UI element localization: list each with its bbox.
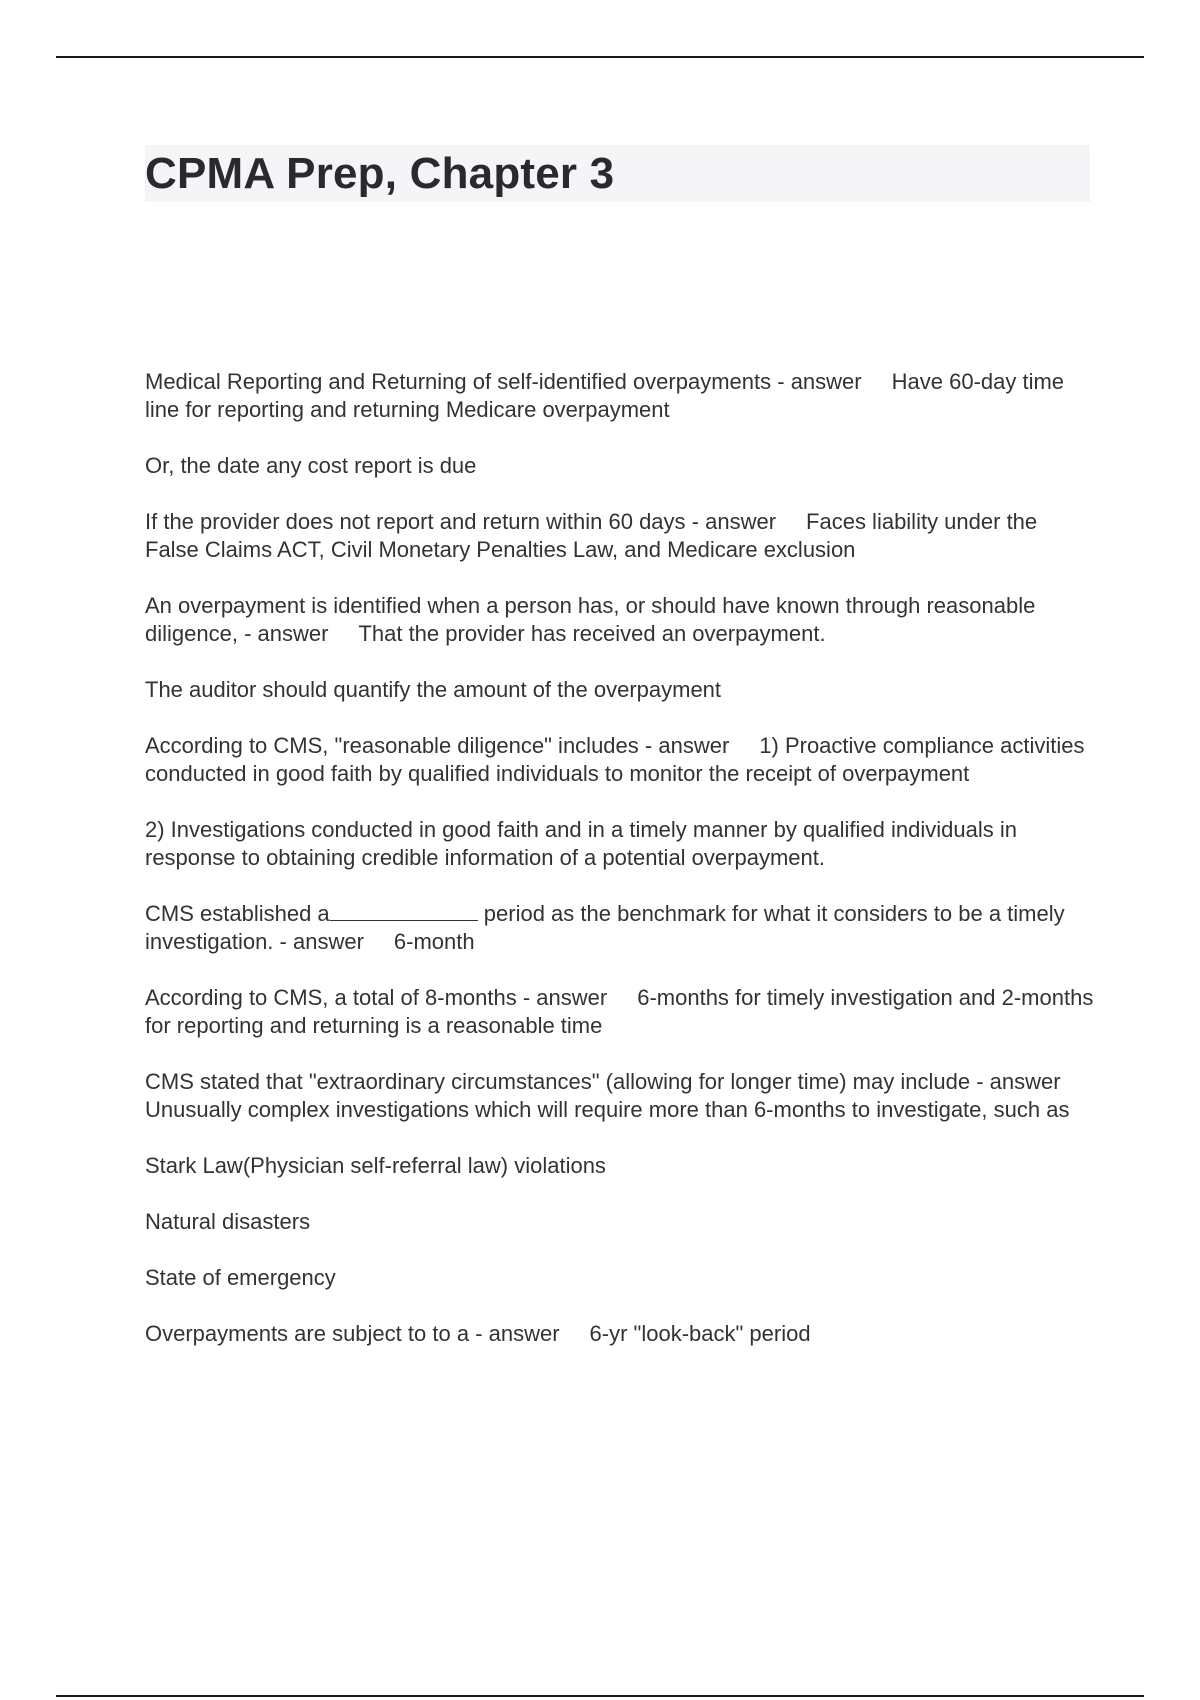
- answer-separator: - answer: [777, 369, 862, 394]
- card-continuation: Stark Law(Physician self-referral law) violations: [145, 1153, 606, 1178]
- card-question: Medical Reporting and Returning of self-identified overpayments: [145, 369, 772, 394]
- card-question: If the provider does not report and return within 60 days: [145, 509, 686, 534]
- answer-separator: - answer: [522, 985, 608, 1010]
- card-answer: 6-months for timely investigation and 2-months for reporting and returning is a reasonable time: [145, 985, 1094, 1038]
- top-rule: [56, 56, 1144, 58]
- card-question-rest: period as the benchmark for what it considers to be a timely investigation.: [145, 901, 1065, 954]
- card-answer: Have 60-day time line for reporting and returning Medicare overpayment: [145, 369, 1065, 422]
- card-sixty-days: [145, 508, 1095, 564]
- card-answer: Faces liability under the False Claims ACT, Civil Monetary Penalties Law, and Medicare exclusion: [145, 509, 1038, 562]
- card-answer: 6-month: [393, 929, 475, 954]
- answer-separator: - answer: [691, 509, 777, 534]
- card-continuation: Or, the date any cost report is due: [145, 453, 477, 478]
- card-answer: 6-yr "look-back" period: [589, 1321, 811, 1346]
- card-question: CMS established a: [145, 901, 330, 926]
- card-medical-reporting: [145, 368, 1095, 424]
- card-look-back: [145, 1320, 1095, 1348]
- answer-separator: - answer: [279, 929, 364, 954]
- card-question: According to CMS, "reasonable diligence" includes: [145, 733, 639, 758]
- answer-separator: - answer: [644, 733, 730, 758]
- card-answer: Unusually complex investigations which will require more than 6-months to investigate, such as: [145, 1097, 1070, 1122]
- card-question: Overpayments are subject to to a: [145, 1321, 470, 1346]
- card-continuation: State of emergency: [145, 1265, 336, 1290]
- page-title: CPMA Prep, Chapter 3: [145, 149, 615, 198]
- card-eight-months: [145, 984, 1095, 1040]
- card-continuation: The auditor should quantify the amount of the overpayment: [145, 677, 722, 702]
- answer-separator: - answer: [976, 1069, 1061, 1094]
- card-answer: That the provider has received an overpayment.: [358, 621, 826, 646]
- card-question: According to CMS, a total of 8-months: [145, 985, 517, 1010]
- card-question: CMS stated that "extraordinary circumstances" (allowing for longer time) may include: [145, 1069, 971, 1094]
- fill-in-blank: [330, 902, 478, 921]
- bottom-rule: [56, 1695, 1144, 1697]
- answer-separator: - answer: [244, 621, 329, 646]
- answer-separator: - answer: [475, 1321, 560, 1346]
- card-reasonable-diligence: [145, 732, 1095, 788]
- card-answer: 1) Proactive compliance activities conducted in good faith by qualified individuals to monitor the receipt of overpayment: [145, 733, 1085, 786]
- card-benchmark-period: [145, 900, 1095, 956]
- card-continuation: Natural disasters: [145, 1209, 311, 1234]
- document-body: [145, 368, 1095, 1376]
- card-continuation: 2) Investigations conducted in good faith and in a timely manner by qualified individuals in response to obtaining credible information of a potential overpayment.: [145, 817, 1017, 870]
- card-question: An overpayment is identified when a person has, or should have known through reasonable diligence,: [145, 593, 1036, 646]
- card-overpayment-identified: [145, 592, 1095, 648]
- card-extraordinary-circumstances: [145, 1068, 1095, 1124]
